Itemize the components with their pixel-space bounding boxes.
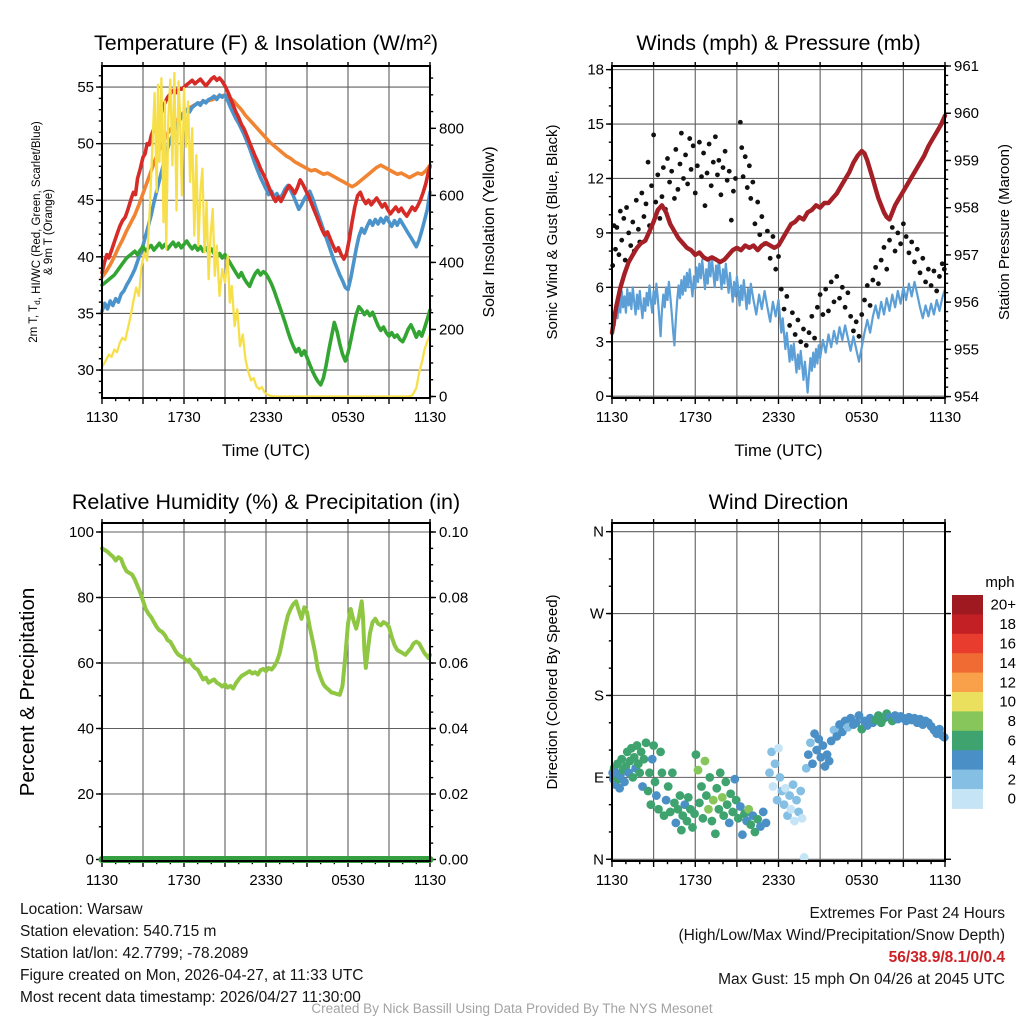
humidity-grid [102,523,430,861]
svg-text:12: 12 [587,170,604,188]
svg-text:9: 9 [595,224,604,242]
svg-text:2m T, Td, HI/WC (Red, Green, S: 2m T, $T_d$, HI/WC (Red, Green, Scarlet/Blue) [28,121,43,343]
svg-text:E: E [593,769,604,787]
svg-text:0.08: 0.08 [439,589,469,607]
svg-text:N: N [593,851,604,869]
svg-text:1130: 1130 [595,409,629,426]
colorbar-swatch-20+ [952,595,983,615]
svg-text:959: 959 [954,152,980,170]
svg-text:2330: 2330 [249,409,283,426]
svg-text:1130: 1130 [413,872,447,889]
svg-text:18: 18 [999,616,1016,634]
svg-text:30: 30 [77,362,94,380]
extremes-values: 56/38.9/8.1/0/0.4 [888,949,1005,966]
wind-speed-colorbar [952,574,1016,809]
svg-text:0.10: 0.10 [439,524,469,542]
svg-text:W: W [589,605,604,623]
svg-text:954: 954 [954,388,980,406]
humidity-axis-labels [16,490,468,889]
svg-text:960: 960 [954,105,980,123]
svg-text:600: 600 [439,187,465,205]
winds-pressure-chart [512,0,1024,470]
svg-text:Sonic Wind & Gust (Blue, Black: Sonic Wind & Gust (Blue, Black) [544,124,561,340]
svg-text:18: 18 [587,61,604,79]
temperature-title: Temperature (F) & Insolation (W/m²) [93,31,439,55]
colorbar-swatch-18 [952,614,983,634]
svg-text:45: 45 [77,192,94,210]
svg-text:12: 12 [999,674,1016,692]
svg-text:1730: 1730 [678,409,712,426]
svg-text:0: 0 [85,851,94,869]
svg-text:Time (UTC): Time (UTC) [734,441,823,460]
colorbar-title: mph [985,574,1015,591]
svg-text:0.04: 0.04 [439,720,469,738]
colorbar-swatch-12 [952,673,983,693]
svg-text:80: 80 [77,589,94,607]
colorbar-swatch-2 [952,770,983,790]
svg-text:100: 100 [68,524,94,542]
svg-text:35: 35 [77,305,94,323]
svg-text:Percent & Precipitation: Percent & Precipitation [16,587,39,797]
temperature-grid [102,66,430,398]
colorbar-swatch-14 [952,653,983,673]
svg-text:2330: 2330 [761,872,796,889]
svg-text:1130: 1130 [928,872,962,889]
humidity-title: Relative Humidity (%) & Precipitation (in) [71,490,461,514]
station-info [20,899,364,1009]
svg-text:14: 14 [999,654,1016,672]
svg-text:1730: 1730 [678,872,712,889]
svg-text:0.02: 0.02 [439,785,469,803]
figure-created: Figure created on Mon, 2026-04-27, at 11:33 UTC [20,967,364,984]
svg-text:N: N [593,523,604,541]
svg-text:956: 956 [954,294,980,312]
colorbar-swatch-4 [952,750,983,770]
svg-text:0530: 0530 [331,872,365,889]
svg-text:1130: 1130 [413,409,447,426]
temperature-axis-labels [28,31,498,460]
svg-text:Station Pressure (Maroon): Station Pressure (Maroon) [996,144,1013,320]
svg-text:0530: 0530 [331,409,365,426]
svg-text:Solar Insolation (Yellow): Solar Insolation (Yellow) [481,146,498,318]
svg-text:1730: 1730 [167,872,201,889]
svg-text:1130: 1130 [85,872,119,889]
svg-text:1130: 1130 [85,409,119,426]
svg-text:16: 16 [999,635,1016,653]
svg-text:0.00: 0.00 [439,851,469,869]
extremes-title: Extremes For Past 24 Hours [809,905,1005,922]
humidity-precipitation-chart [0,470,512,920]
max-gust: Max Gust: 15 mph On 04/26 at 2045 UTC [718,971,1005,988]
svg-text:4: 4 [1007,751,1016,769]
svg-text:2330: 2330 [249,872,283,889]
svg-text:1130: 1130 [928,409,962,426]
svg-text:60: 60 [77,655,94,673]
svg-text:0.06: 0.06 [439,655,469,673]
svg-text:S: S [593,687,604,705]
temperature-insolation-chart [0,0,512,470]
station-elevation: Station elevation: 540.715 m [20,923,217,940]
svg-text:400: 400 [439,254,465,272]
colorbar-swatch-0 [952,789,983,809]
svg-text:2330: 2330 [761,409,796,426]
svg-text:1730: 1730 [167,409,201,426]
svg-text:0530: 0530 [845,872,879,889]
svg-text:800: 800 [439,120,465,138]
colorbar-swatch-10 [952,692,983,712]
svg-text:0530: 0530 [845,409,879,426]
svg-text:10: 10 [999,693,1016,711]
colorbar-swatch-6 [952,731,983,751]
svg-text:Direction (Colored By Speed): Direction (Colored By Speed) [544,594,561,790]
extremes-subtitle: (High/Low/Max Wind/Precipitation/Snow Depth) [678,927,1005,944]
svg-text:40: 40 [77,720,94,738]
colorbar-swatch-16 [952,634,983,654]
svg-text:1130: 1130 [595,872,629,889]
svg-text:0: 0 [1007,790,1016,808]
svg-text:50: 50 [77,135,94,153]
svg-text:0: 0 [439,388,448,406]
svg-text:8: 8 [1007,713,1016,731]
data-timestamp: Most recent data timestamp: 2026/04/27 11:30:00 [20,989,361,1006]
winds-title: Winds (mph) & Pressure (mb) [636,31,921,55]
svg-text:957: 957 [954,246,980,264]
svg-text:6: 6 [1007,732,1016,750]
svg-text:& 9m T (Orange): & 9m T (Orange) [43,189,55,275]
wind-direction-chart [512,470,1024,920]
svg-text:55: 55 [77,79,94,97]
svg-text:40: 40 [77,248,94,266]
station-location: Location: Warsaw [20,901,143,918]
svg-text:958: 958 [954,199,980,217]
credit-line: Created By Nick Bassill Using Data Provided By The NYS Mesonet [311,1001,713,1016]
svg-text:3: 3 [595,333,604,351]
svg-text:200: 200 [439,321,465,339]
svg-text:15: 15 [587,116,604,134]
svg-text:20+: 20+ [990,596,1016,614]
station-latlon: Station lat/lon: 42.7799; -78.2089 [20,945,249,962]
svg-text:20: 20 [77,785,94,803]
extremes-info [679,903,1006,991]
winddir-title: Wind Direction [708,490,849,514]
winds-grid [612,66,945,398]
svg-text:Time (UTC): Time (UTC) [221,441,311,460]
svg-text:961: 961 [954,58,980,75]
svg-text:955: 955 [954,341,980,359]
colorbar-swatch-8 [952,711,983,731]
svg-text:0: 0 [595,388,604,406]
svg-text:6: 6 [595,279,604,297]
svg-text:2: 2 [1007,771,1016,789]
